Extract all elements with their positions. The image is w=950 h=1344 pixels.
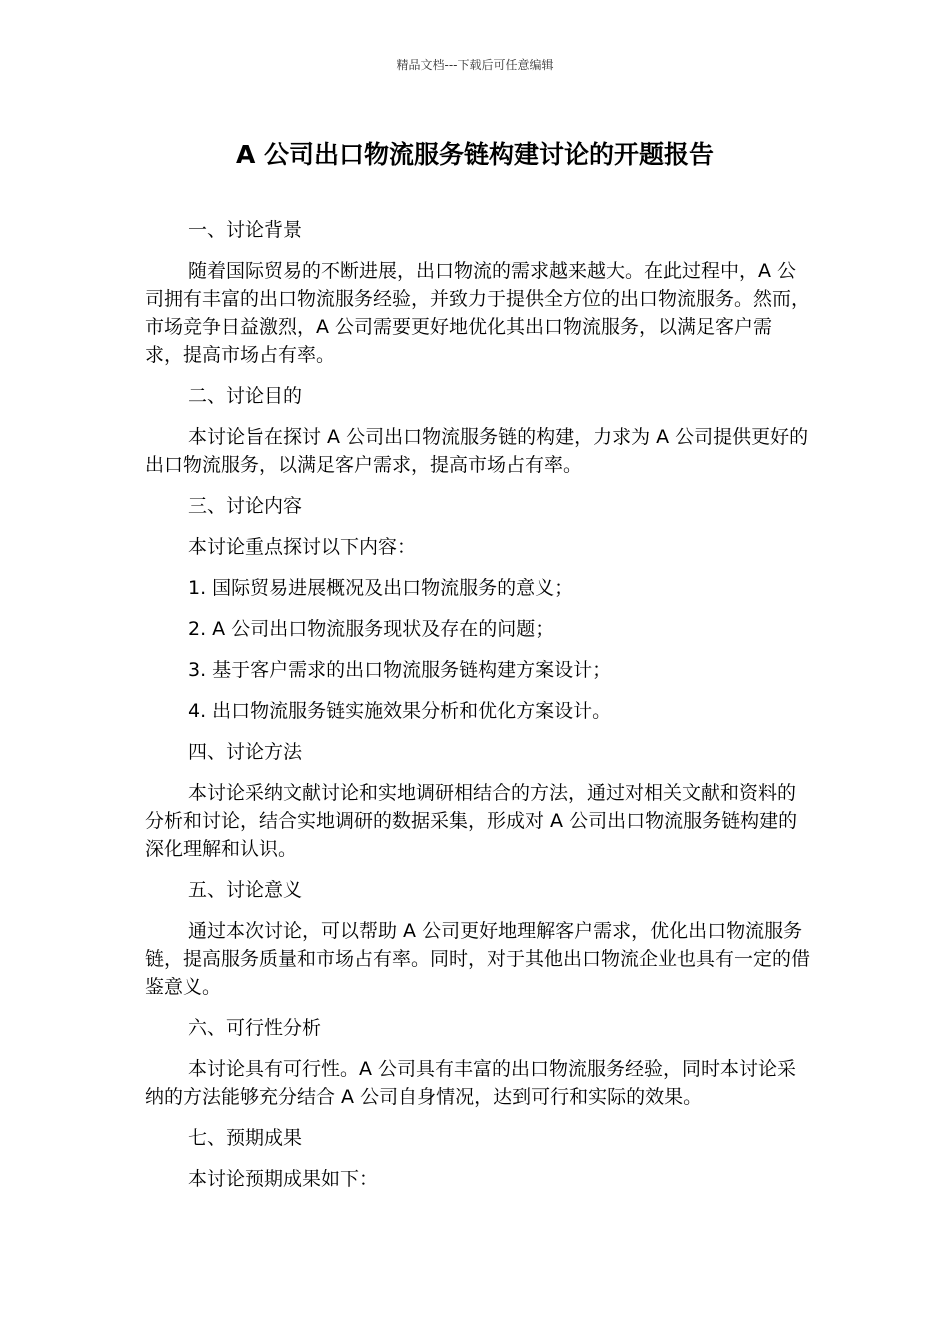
list-item: 4. 出口物流服务链实施效果分析和优化方案设计。: [188, 700, 612, 722]
list-item: 2. A 公司出口物流服务现状及存在的问题；: [188, 618, 555, 640]
section-body-method: 本讨论采纳文献讨论和实地调研相结合的方法，通过对相关文献和资料的分析和讨论，结合实地调研的数据采集，形成对 A 公司出口物流服务链构建的深化理解和认识。: [145, 782, 798, 860]
document-body: [145, 216, 810, 1206]
section-body-significance: 通过本次讨论，可以帮助 A 公司更好地理解客户需求，优化出口物流服务链，提高服务质量和市场占有率。同时，对于其他出口物流企业也具有一定的借鉴意义。: [145, 920, 811, 998]
section-intro-content: 本讨论重点探讨以下内容：: [188, 536, 417, 558]
section-body-purpose: 本讨论旨在探讨 A 公司出口物流服务链的构建，力求为 A 公司提供更好的出口物流服务，以满足客户需求，提高市场占有率。: [145, 426, 809, 476]
section-body-expected-results: 本讨论预期成果如下：: [188, 1168, 379, 1190]
document-title: A 公司出口物流服务链构建讨论的开题报告: [235, 140, 715, 169]
section-heading-method: 四、讨论方法: [188, 741, 303, 763]
section-heading-significance: 五、讨论意义: [188, 879, 303, 901]
section-body-background: 随着国际贸易的不断进展，出口物流的需求越来越大。在此过程中，A 公司拥有丰富的出口物流服务经验，并致力于提供全方位的出口物流服务。然而，市场竞争日益激烈，A 公司需要更好地优化其出口物流服务，以满足客户需求，提高市场占有率。: [145, 260, 811, 366]
section-heading-background: 一、讨论背景: [188, 219, 303, 241]
section-heading-feasibility: 六、可行性分析: [188, 1017, 322, 1039]
page-header-note: 精品文档---下载后可任意编辑: [396, 58, 554, 72]
list-item: 3. 基于客户需求的出口物流服务链构建方案设计；: [188, 659, 612, 681]
section-body-feasibility: 本讨论具有可行性。A 公司具有丰富的出口物流服务经验，同时本讨论采纳的方法能够充分结合 A 公司自身情况，达到可行和实际的效果。: [145, 1058, 797, 1108]
section-heading-purpose: 二、讨论目的: [188, 385, 303, 407]
section-heading-expected-results: 七、预期成果: [188, 1127, 303, 1149]
list-item: 1. 国际贸易进展概况及出口物流服务的意义；: [188, 577, 574, 599]
section-heading-content: 三、讨论内容: [188, 495, 303, 517]
